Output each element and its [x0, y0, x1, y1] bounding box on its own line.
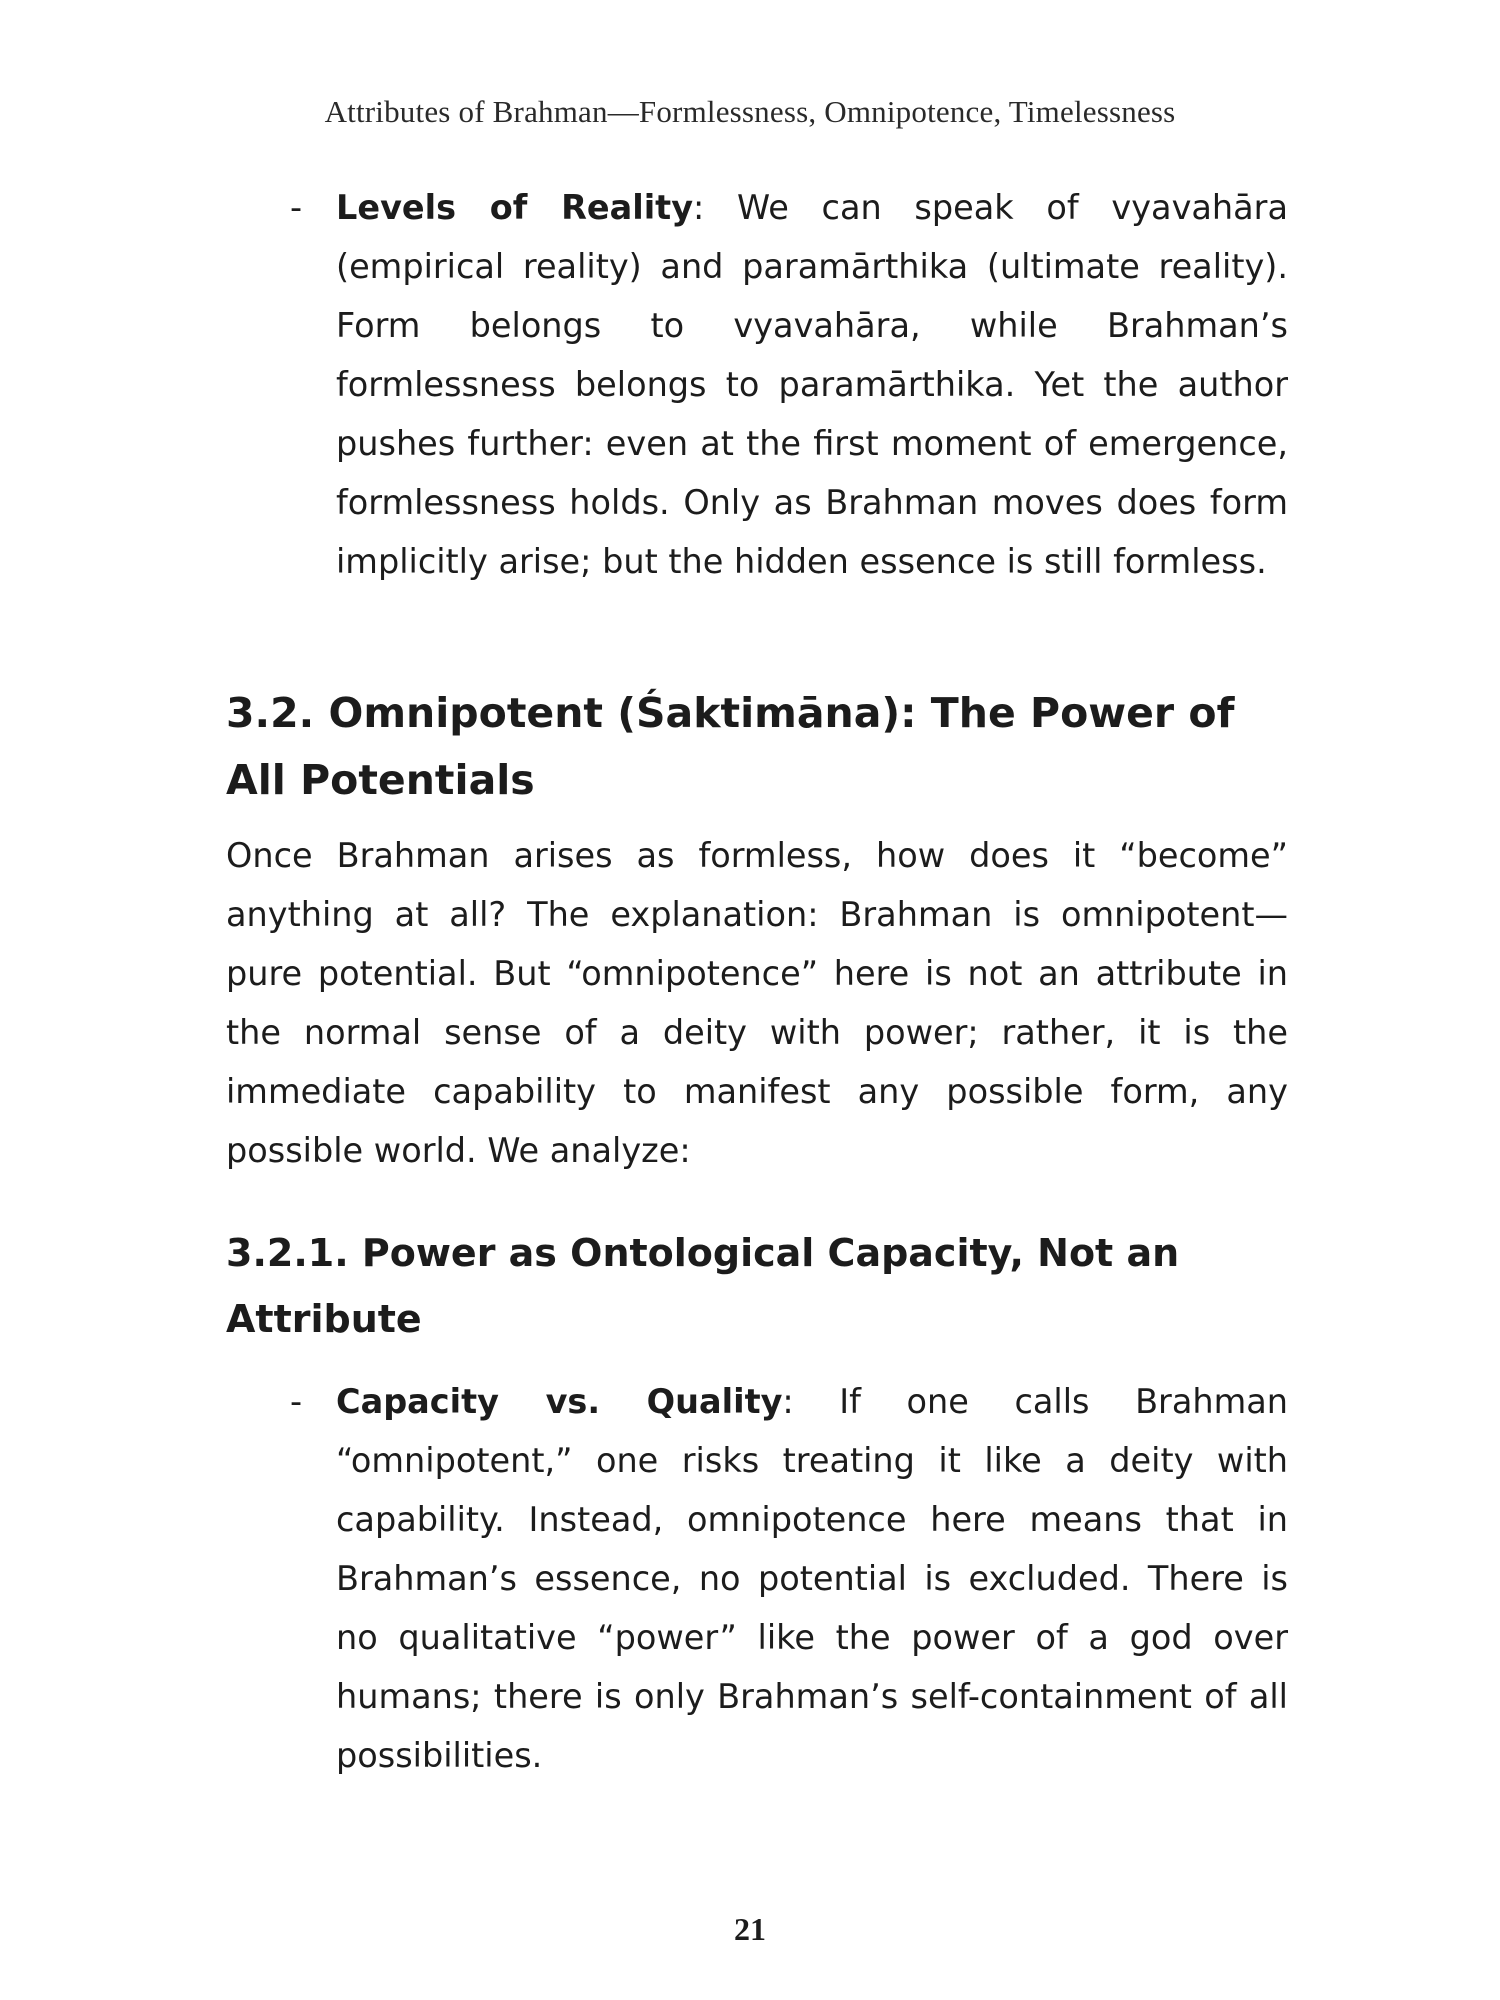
bullet-separator: :: [782, 1382, 794, 1421]
bullet-capacity-vs-quality: [290, 1372, 1288, 1785]
bullet-lead: Capacity vs. Quality: [336, 1382, 783, 1421]
bullet-body: If one calls Brahman “omnipotent,” one risks treating it like a deity with capability. Instead, omnipotence here means that in Brahman’s essence, no potential is excluded. There is no qualitative “power” like the power of a god over humans; there is only Brahman’s self-containment of all possibilities.: [336, 1382, 1288, 1775]
section-paragraph-3-2: Once Brahman arises as formless, how does it “become” anything at all? The explanation: Brahman is omnipotent—pure potential. But “omnipotence” here is not an attribute in the normal sense of a deity with power; rather, it is the immediate capability to manifest any possible form, any possible world. We analyze:: [226, 836, 1288, 1170]
bullet-text: [336, 178, 1288, 591]
bullet-dash: -: [290, 188, 303, 227]
page-number: 21: [734, 1911, 766, 1947]
running-head: Attributes of Brahman—Formlessness, Omnipotence, Timelessness: [324, 94, 1176, 129]
section-heading-3-2-1: 3.2.1. Power as Ontological Capacity, Not an Attribute: [226, 1231, 1180, 1341]
bullet-body: We can speak of vyavahāra (empirical reality) and paramārthika (ultimate reality). Form belongs to vyavahāra, while Brahman’s formlessness belongs to paramārthika. Yet the author pushes further: even at the first moment of emergence, formlessness holds. Only as Brahman moves does form implicitly arise; but the hidden essence is still formless.: [336, 188, 1288, 581]
bullet-dash: -: [290, 1382, 303, 1421]
bullet-levels-of-reality: [290, 178, 1288, 591]
bullet-lead: Levels of Reality: [336, 188, 694, 227]
bullet-separator: :: [693, 188, 705, 227]
section-heading-3-2: 3.2. Omnipotent (Śaktimāna): The Power of All Potentials: [226, 689, 1235, 804]
bullet-text: [336, 1372, 1288, 1785]
